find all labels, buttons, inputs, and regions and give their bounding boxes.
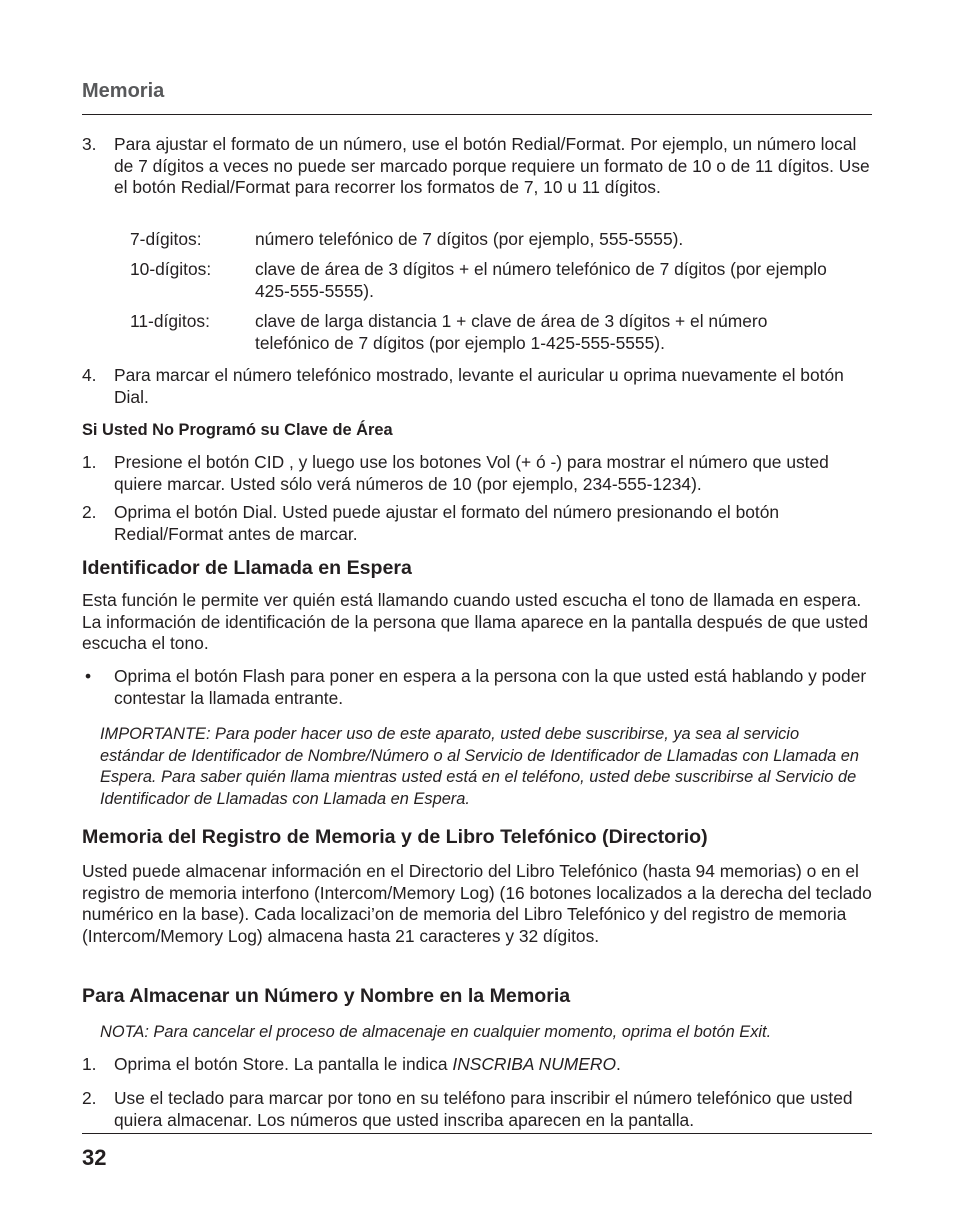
- store-note: NOTA: Para cancelar el proceso de almacenaje en cualquier momento, oprima el botón Exit.: [100, 1023, 772, 1041]
- footer-rule: [82, 1133, 872, 1134]
- format-row-11: [130, 311, 830, 354]
- step-text: Oprima el botón Dial. Usted puede ajustar el formato del número presionando el botón Redial/Format antes de marcar.: [114, 502, 780, 544]
- step-number: 1.: [82, 452, 97, 472]
- format-label: 11-dígitos:: [130, 311, 210, 331]
- no-area-step-1: [82, 452, 872, 495]
- header-rule: [82, 114, 872, 115]
- format-row-10: [130, 259, 830, 302]
- bullet-dot: •: [85, 666, 92, 686]
- step-number: 3.: [82, 134, 97, 154]
- section-header: Memoria: [82, 80, 165, 102]
- step-text: Para marcar el número telefónico mostrado, levante el auricular u oprima nuevamente el botón Dial.: [114, 365, 844, 407]
- step-text: Use el teclado para marcar por tono en su teléfono para inscribir el número telefónico que usted quiera almacenar. Los números que usted inscriba aparecen en la pantalla.: [114, 1088, 853, 1130]
- store-heading: Para Almacenar un Número y Nombre en la Memoria: [82, 985, 571, 1007]
- step-number: 4.: [82, 365, 97, 385]
- step-text: [114, 1054, 872, 1076]
- call-waiting-heading: Identificador de Llamada en Espera: [82, 557, 412, 579]
- directory-paragraph: Usted puede almacenar información en el Directorio del Libro Telefónico (hasta 94 memorias) o en el registro de memoria interfono (Intercom/Memory Log) (16 botones localizados a la derecha del teclado numérico en la base). Cada localizaci’on de memoria del Libro Telefónico y del registro de memoria (Intercom/Memory Log) almacena hasta 21 caracteres y 32 dígitos.: [82, 861, 872, 946]
- no-area-code-heading: Si Usted No Programó su Clave de Área: [82, 421, 393, 439]
- step-text-end: .: [615, 1054, 621, 1074]
- format-label: 7-dígitos:: [130, 229, 202, 249]
- format-desc: número telefónico de 7 dígitos (por ejemplo, 555-5555).: [255, 229, 684, 249]
- step-number: 2.: [82, 502, 97, 522]
- important-note: IMPORTANTE: Para poder hacer uso de este aparato, usted debe suscribirse, ya sea al servicio estándar de Identificador de Nombre/Número o al Servicio de Identificador de Llamadas con Llamada en Espera. Para saber quién llama mientras usted está en el teléfono, usted debe suscribirse al Servicio de Identificador de Llamadas con Llamada en Espera.: [100, 725, 859, 808]
- page-number: 32: [82, 1145, 107, 1170]
- step-number: 2.: [82, 1088, 97, 1108]
- bullet-text: Oprima el botón Flash para poner en espera a la persona con la que usted está hablando y poder contestar la llamada entrante.: [114, 666, 867, 708]
- step-text-emphasis: INSCRIBA NUMERO: [452, 1054, 616, 1074]
- step-4: [82, 365, 872, 408]
- format-desc: clave de área de 3 dígitos + el número telefónico de 7 dígitos (por ejemplo 425-555-5555).: [255, 259, 827, 301]
- format-desc: clave de larga distancia 1 + clave de área de 3 dígitos + el número telefónico de 7 dígitos (por ejemplo 1-425-555-5555).: [255, 311, 768, 353]
- format-row-7: [130, 229, 830, 251]
- no-area-step-2: [82, 502, 872, 545]
- call-waiting-paragraph: Esta función le permite ver quién está llamando cuando usted escucha el tono de llamada en espera. La información de identificación de la persona que llama aparece en la pantalla después de que usted escucha el tono.: [82, 590, 869, 654]
- format-label: 10-dígitos:: [130, 259, 212, 279]
- directory-heading: Memoria del Registro de Memoria y de Libro Telefónico (Directorio): [82, 826, 708, 848]
- step-3: [82, 134, 872, 199]
- step-number: 1.: [82, 1054, 97, 1074]
- step-text: Presione el botón CID , y luego use los botones Vol (+ ó -) para mostrar el número que usted quiere marcar. Usted sólo verá números de 10 (por ejemplo, 234-555-1234).: [114, 452, 829, 494]
- store-step-1: [82, 1054, 872, 1076]
- step-text-main: Oprima el botón Store. La pantalla le indica: [114, 1054, 453, 1074]
- store-step-2: [82, 1088, 872, 1131]
- step-text: Para ajustar el formato de un número, use el botón Redial/Format. Por ejemplo, un número local de 7 dígitos a veces no puede ser marcado porque requiere un formato de 10 o de 11 dígitos. Use el botón Redial/Format para recorrer los formatos de 7, 10 u 11 dígitos.: [114, 134, 870, 198]
- call-waiting-bullet: [82, 666, 874, 709]
